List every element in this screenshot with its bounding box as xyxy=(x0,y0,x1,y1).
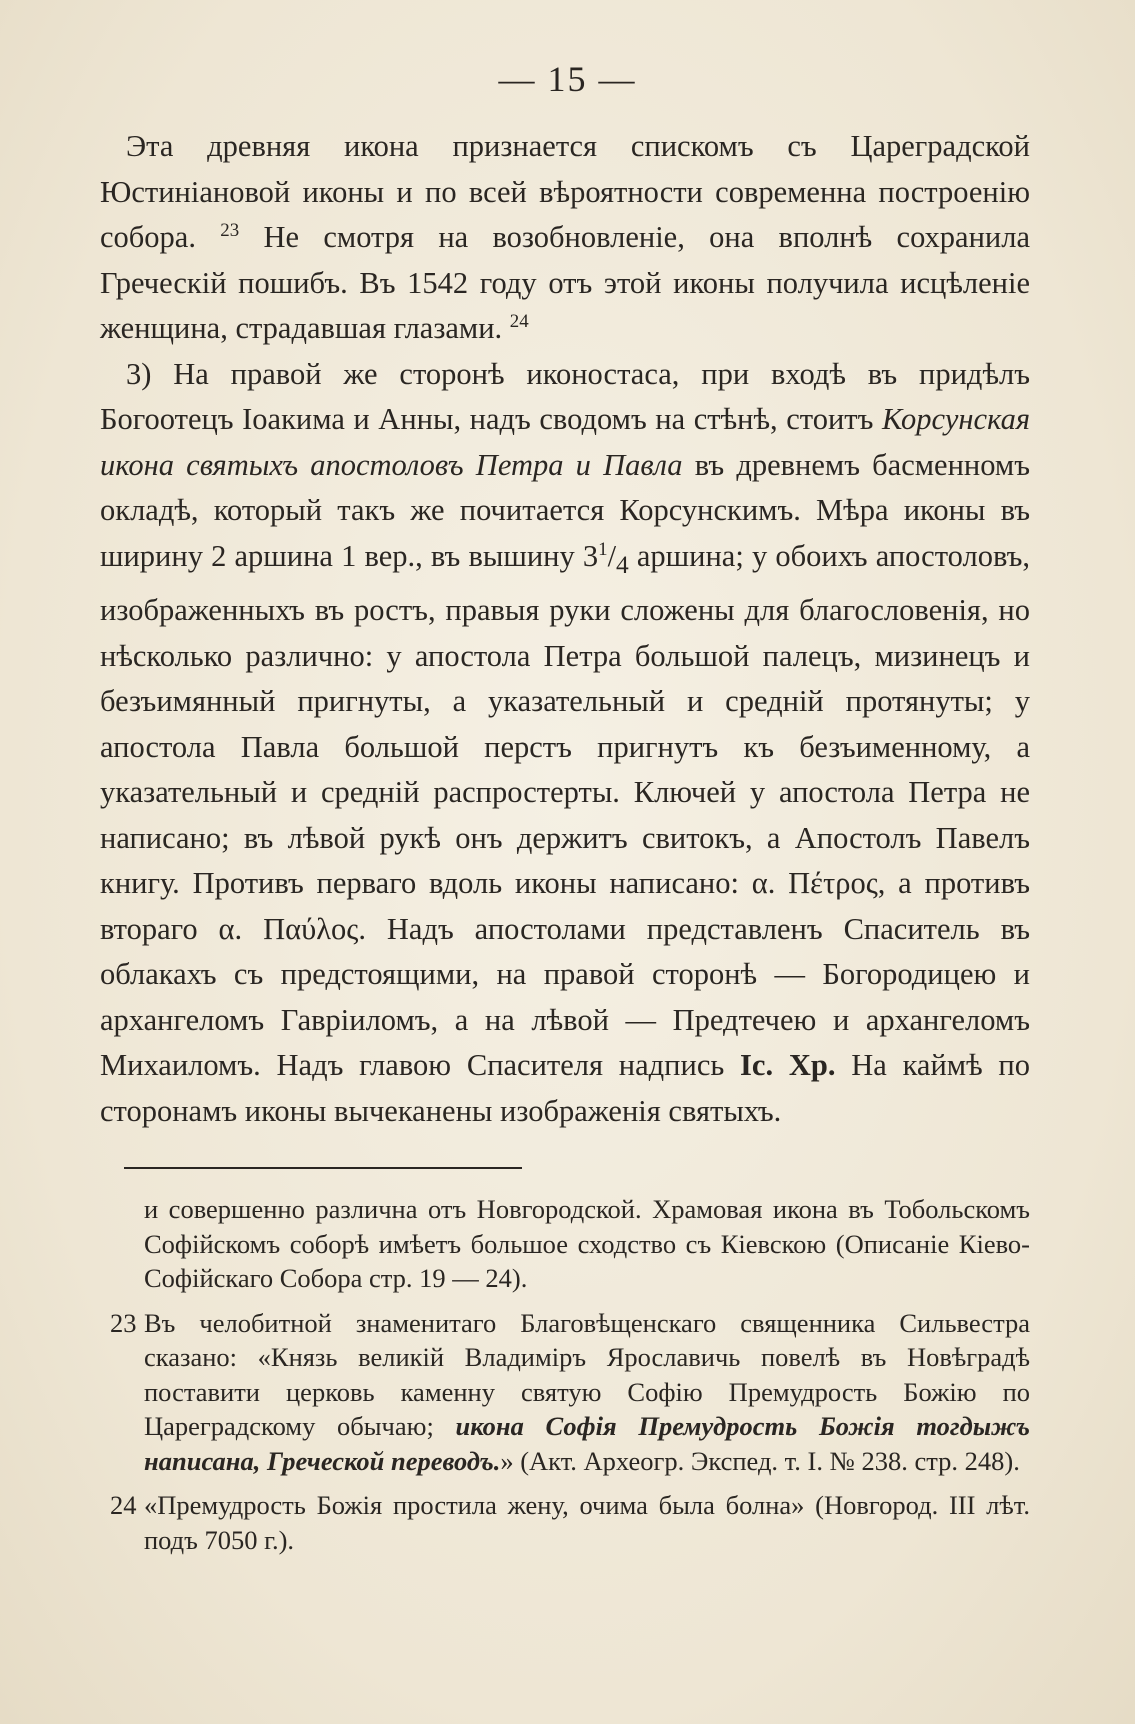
footnote-24 xyxy=(110,1488,1030,1557)
fraction-numerator: 1 xyxy=(598,538,608,560)
footnote-24-text: «Премудрость Божія простила жену, очима была болна» (Новгород. III лѣт. подъ 7050 г.). xyxy=(144,1490,1030,1555)
footnote-24-number: 24 xyxy=(110,1490,137,1520)
footnotes xyxy=(110,1192,1030,1557)
footnote-ref-23: 23 xyxy=(220,219,240,241)
footnote-23 xyxy=(110,1306,1030,1479)
slavonic-inscription: Іс. Хр. xyxy=(740,1048,836,1083)
main-text xyxy=(100,124,1030,1134)
footnote-divider xyxy=(124,1167,522,1169)
icon-title: Корсунская икона святыхъ апостоловъ Петра и Павла xyxy=(100,402,1030,482)
footnote-23-text-b: » (Акт. Археогр. Экспед. т. I. № 238. стр. 248). xyxy=(500,1445,1020,1476)
footnote-continuation xyxy=(110,1192,1030,1296)
footnote-ref-24: 24 xyxy=(509,310,529,332)
p2-text-d: На каймѣ по сторонамъ иконы вычеканены изображенія святыхъ. xyxy=(100,1048,1030,1128)
p2-text-c: аршина; у обоихъ апостоловъ, изображенныхъ въ ростъ, правыя руки сложены для благословенія, но нѣсколько различно: у апостола Петра большой палецъ, мизинецъ и безъимянный пригнуты, а указательный и средній протянуты; у апостола Павла большой перстъ пригнутъ къ безъименному, а указательный и средній распростерты. Ключей у апостола Петра не написано; въ лѣвой рукѣ онъ держитъ свитокъ, а Апостолъ Павелъ книгу. Противъ перваго вдоль иконы написано: α. Πέτρος, а противъ втораго α. Παύλος. Надъ апостолами представленъ Спаситель въ облакахъ съ предстоящими, на правой сторонѣ — Богородицею и архангеломъ Гавріиломъ, а на лѣвой — Предтечею и архангеломъ Михаиломъ. Надъ главою Спасителя надпись xyxy=(100,538,1030,1083)
p1-text-a: Эта древняя икона признается спискомъ съ Цареградской Юстиніановой иконы и по всей вѣроятности современна построенію собора. xyxy=(100,129,1030,254)
p2-text-b: въ древнемъ басменномъ окладѣ, который такъ же почитается Корсунскимъ. Мѣра иконы въ ширину 2 аршина 1 вер., въ вышину 3 xyxy=(100,447,1030,573)
fraction-denominator: 4 xyxy=(616,550,629,579)
p2-text-a: 3) На правой же сторонѣ иконостаса, при входѣ въ придѣлъ Богоотецъ Іоакима и Анны, надъ сводомъ на стѣнѣ, стоитъ xyxy=(100,356,1030,436)
p1-text-b: Не смотря на возобновленіе, она вполнѣ сохранила Греческій пошибъ. Въ 1542 году отъ этой иконы получила исцѣленіе женщина, страдавшая глазами. xyxy=(100,220,1031,345)
footnote-23-text-a: Въ челобитной знаменитаго Благовѣщенскаго священника Сильвестра сказано: «Князь великій Владиміръ Ярославичь повелѣ въ Новѣградѣ поставити церковь каменну святую Софію Премудрость Божію по Цареградскому обычаю; xyxy=(144,1307,1030,1441)
paragraph-2 xyxy=(100,352,1030,1135)
footnote-continuation-text: и совершенно различна отъ Новгородской. Храмовая икона въ Тобольскомъ Софійскомъ соборѣ имѣетъ большое сходство съ Кіевскою (Описаніе Кіево-Софійскаго Собора стр. 19 — 24). xyxy=(144,1194,1030,1293)
paragraph-1 xyxy=(100,124,1030,352)
footnote-23-number: 23 xyxy=(110,1307,137,1338)
page-number: — 15 — xyxy=(498,59,637,99)
footnote-23-italic: икона Софія Премудрость Божія тогдыжъ написана, Греческой переводъ. xyxy=(144,1411,1030,1476)
fraction-slash: / xyxy=(607,538,617,573)
